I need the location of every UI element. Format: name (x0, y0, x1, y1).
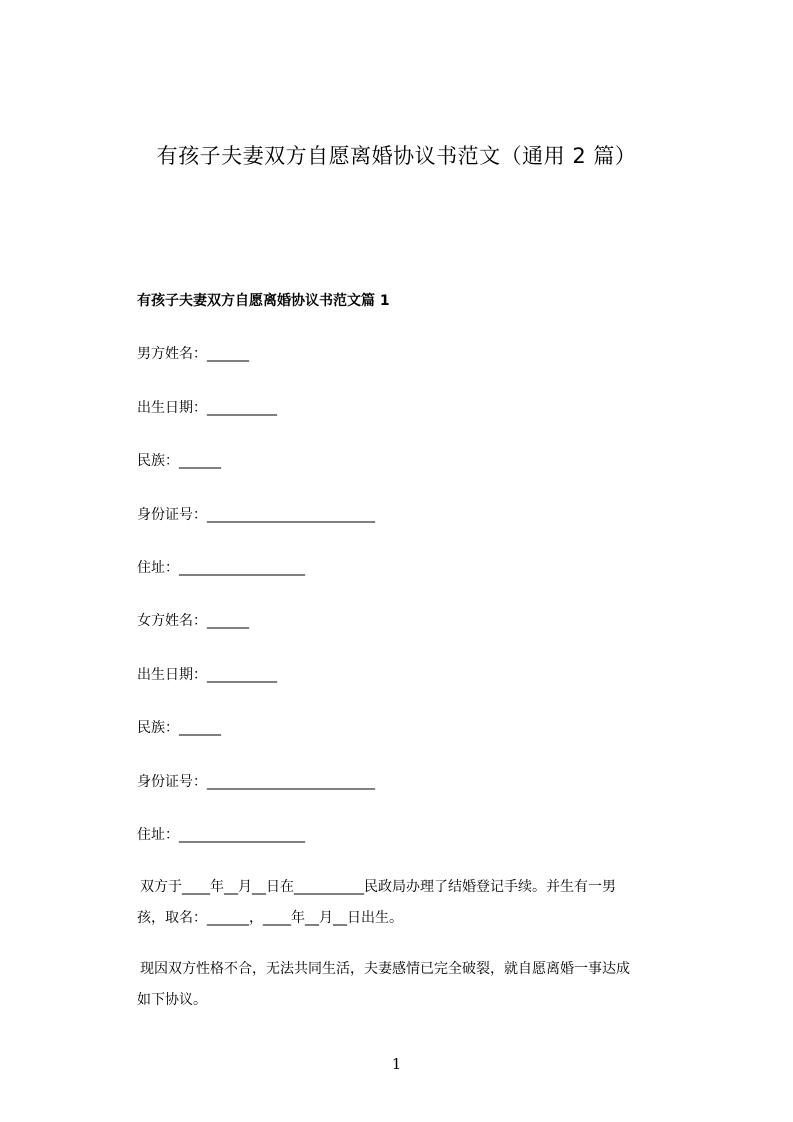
marriage-info-paragraph (137, 872, 705, 934)
female-id-number-field: 身份证号：________________________ (137, 774, 375, 790)
male-address-field: 住址：__________________ (137, 560, 305, 576)
section-heading: 有孩子夫妻双方自愿离婚协议书范文篇 1 (137, 293, 390, 309)
male-id-number-field: 身份证号：________________________ (137, 507, 375, 523)
divorce-reason-paragraph (137, 954, 705, 1016)
male-ethnicity-field: 民族：______ (137, 453, 221, 469)
female-ethnicity-field: 民族：______ (137, 720, 221, 736)
female-address-field: 住址：__________________ (137, 827, 305, 843)
female-birthdate-field: 出生日期：__________ (137, 667, 277, 683)
male-name-field: 男方姓名：______ (137, 346, 249, 362)
paragraph-line: 双方于____年__月__日在__________民政局办理了结婚登记手续。并生有一男 (140, 879, 616, 895)
male-birthdate-field: 出生日期：__________ (137, 400, 277, 416)
page-number: 1 (391, 1055, 402, 1073)
paragraph-line: 如下协议。 (137, 992, 207, 1008)
paragraph-line: 现因双方性格不合，无法共同生活，夫妻感情已完全破裂，就自愿离婚一事达成 (140, 961, 630, 977)
page-title: 有孩子夫妻双方自愿离婚协议书范文（通用 2 篇） (156, 144, 637, 168)
paragraph-line: 孩，取名：______，____年__月__日出生。 (137, 910, 403, 926)
female-name-field: 女方姓名：______ (137, 613, 249, 629)
